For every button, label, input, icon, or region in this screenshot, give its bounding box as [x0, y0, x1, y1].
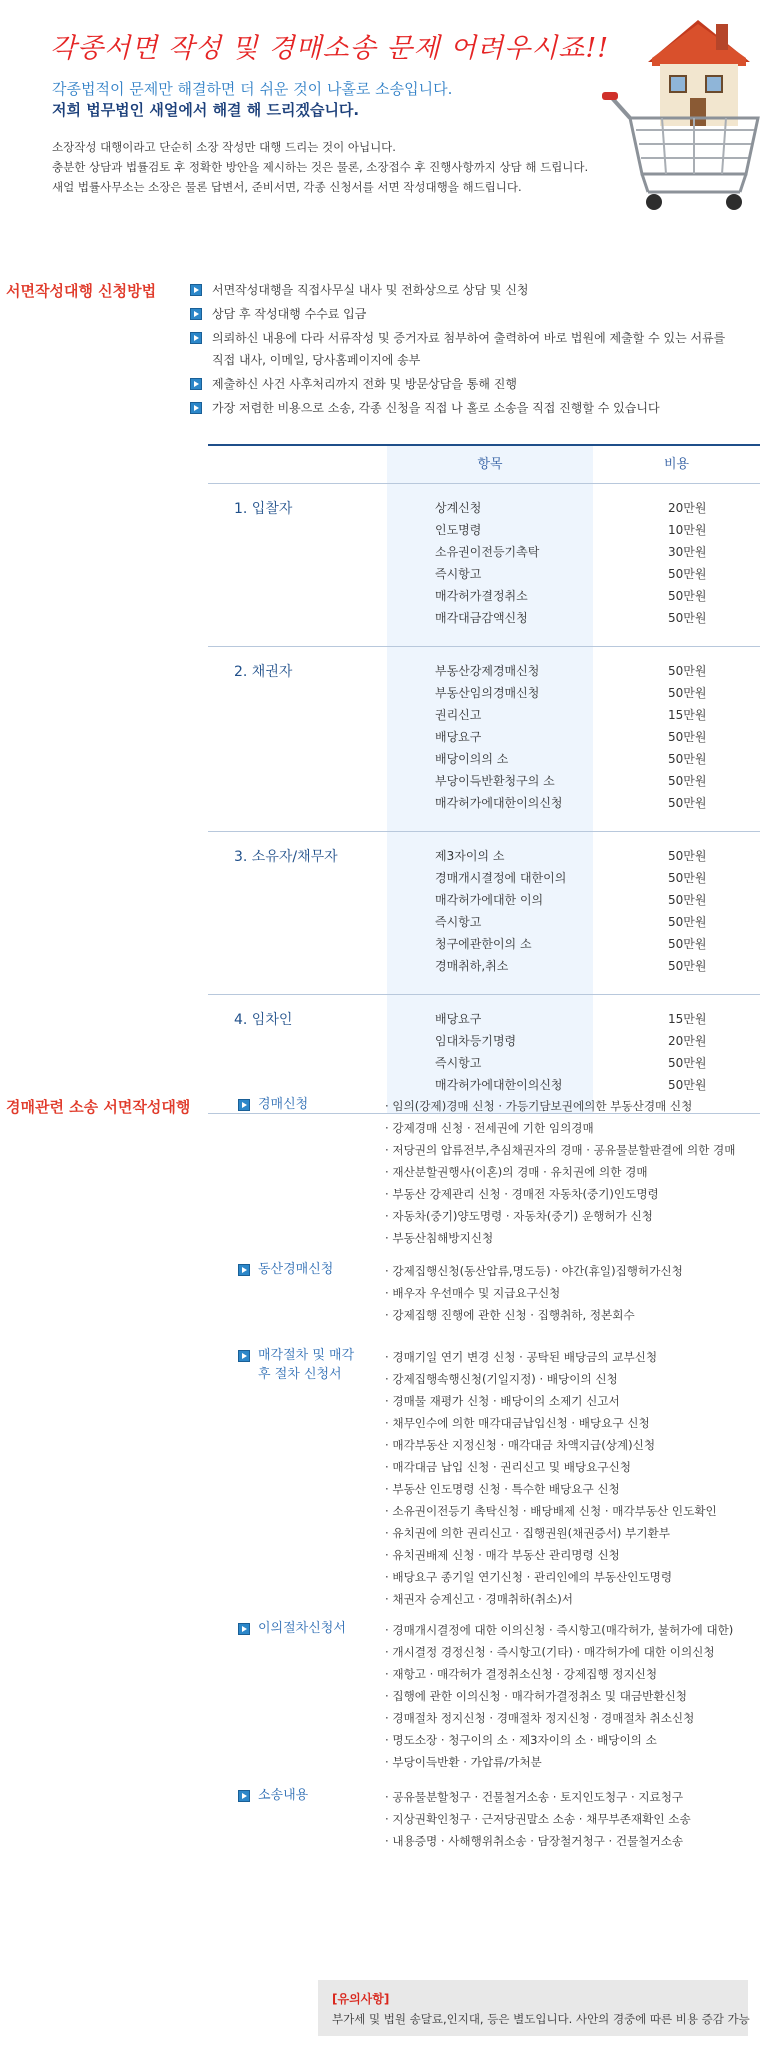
arrow-bullet-icon [190, 402, 202, 414]
notice-box [318, 1980, 748, 2036]
auction-section-title: 경매관련 소송 서면작성대행 [6, 1098, 191, 1116]
list-item: · 매각대금 납입 신청 · 권리신고 및 배당요구신청 [385, 1460, 631, 1474]
list-item [190, 281, 750, 299]
cost-cell: 10만원 [668, 523, 707, 537]
cost-cell: 50만원 [668, 774, 707, 788]
hero-description-line: 소장작성 대행이라고 단순히 소장 작성만 대행 드리는 것이 아닙니다. [52, 140, 396, 154]
list-item: · 명도소장 · 청구이의 소 · 제3자이의 소 · 배당이의 소 [385, 1733, 657, 1747]
list-item [190, 375, 750, 393]
cost-cell: 50만원 [668, 893, 707, 907]
list-item-text: 상담 후 작성대행 수수료 입금 [212, 307, 367, 321]
table-row [208, 791, 760, 813]
table-row [208, 518, 760, 540]
list-item: · 유치권배제 신청 · 매각 부동산 관리명령 신청 [385, 1548, 620, 1562]
list-item: · 강제경매 신청 · 전세권에 기한 임의경매 [385, 1121, 594, 1135]
cost-cell: 50만원 [668, 730, 707, 744]
table-row [208, 540, 760, 562]
list-item: · 임의(강제)경매 신청 · 가등기담보권에의한 부동산경매 신청 [385, 1099, 693, 1113]
table-row [208, 1029, 760, 1051]
price-table [208, 444, 760, 1114]
item-cell: 즉시항고 [435, 567, 482, 581]
list-item: · 채권자 승계신고 · 경매취하(취소)서 [385, 1592, 573, 1606]
category-name: 경매신청 [258, 1097, 309, 1112]
cost-cell: 50만원 [668, 664, 707, 678]
list-item: · 채무인수에 의한 매각대금납입신청 · 배당요구 신청 [385, 1416, 650, 1430]
cost-cell: 50만원 [668, 611, 707, 625]
cost-cell: 50만원 [668, 1078, 707, 1092]
cost-cell: 50만원 [668, 937, 707, 951]
group-title: 4. 임차인 [234, 1012, 293, 1028]
item-cell: 권리신고 [435, 708, 482, 722]
category-items [385, 1786, 765, 1852]
list-item: · 배당요구 종기일 연기신청 · 관리인에의 부동산인도명령 [385, 1570, 673, 1584]
item-cell: 부동산강제경매신청 [435, 664, 540, 678]
arrow-bullet-icon [190, 284, 202, 296]
item-cell: 제3자이의 소 [435, 849, 505, 863]
table-row [208, 954, 760, 976]
table-row [208, 584, 760, 606]
hero-tagline: 저희 법무법인 새얼에서 해결 해 드리겠습니다. [52, 101, 360, 119]
cost-cell: 15만원 [668, 708, 707, 722]
table-row [208, 747, 760, 769]
list-item-continuation [190, 347, 750, 369]
list-item: · 부동산 인도명령 신청 · 특수한 배당요구 신청 [385, 1482, 620, 1496]
cost-cell: 50만원 [668, 849, 707, 863]
table-group [208, 647, 760, 832]
list-item: · 소유권이전등기 촉탁신청 · 배당배제 신청 · 매각부동산 인도확인 [385, 1504, 717, 1518]
item-cell: 매각대금감액신청 [435, 611, 528, 625]
category-label [238, 1095, 363, 1114]
list-item [190, 399, 750, 417]
list-item: · 부동산 강제관리 신청 · 경매전 자동차(중기)인도명령 [385, 1187, 659, 1201]
table-row [208, 562, 760, 584]
item-cell: 매각허가에대한이의신청 [435, 796, 563, 810]
arrow-bullet-icon [238, 1099, 250, 1111]
item-cell: 매각허가에대한이의신청 [435, 1078, 563, 1092]
arrow-bullet-icon [190, 308, 202, 320]
list-item: · 경매개시결정에 대한 이의신청 · 즉시항고(매각허가, 불허가에 대한) [385, 1623, 734, 1637]
item-cell: 소유권이전등기촉탁 [435, 545, 540, 559]
list-item-text: 직접 내사, 이메일, 당사홈페이지에 송부 [212, 353, 421, 367]
list-item: · 재산분할권행사(이혼)의 경매 · 유치권에 의한 경매 [385, 1165, 648, 1179]
group-title: 3. 소유자/채무자 [234, 849, 338, 865]
cost-cell: 50만원 [668, 752, 707, 766]
category-label [238, 1260, 363, 1279]
list-item: · 강제집행속행신청(기일지정) · 배당이의 신청 [385, 1372, 618, 1386]
list-item [190, 305, 750, 323]
table-row [208, 888, 760, 910]
list-item: · 저당권의 압류전부,추심채권자의 경매 · 공유물분할판결에 의한 경매 [385, 1143, 736, 1157]
notice-body: 부가세 및 법원 송달료,인지대, 등은 별도입니다. 사안의 경중에 따른 비용 증감 가능 [332, 2012, 750, 2026]
item-cell: 즉시항고 [435, 1056, 482, 1070]
table-row [208, 866, 760, 888]
list-item: · 공유물분할청구 · 건물철거소송 · 토지인도청구 · 지료청구 [385, 1790, 684, 1804]
table-row [208, 703, 760, 725]
table-row [208, 1051, 760, 1073]
table-row [208, 844, 760, 866]
table-row [208, 769, 760, 791]
category-label [238, 1619, 363, 1638]
category-name: 동산경매신청 [258, 1262, 334, 1277]
list-item: · 자동차(중기)양도명령 · 자동차(중기) 운행허가 신청 [385, 1209, 653, 1223]
item-cell: 청구에관한이의 소 [435, 937, 532, 951]
list-item: · 개시결정 경정신청 · 즉시항고(기타) · 매각허가에 대한 이의신청 [385, 1645, 715, 1659]
list-item: · 강제집행 진행에 관한 신청 · 집행취하, 정본회수 [385, 1308, 635, 1322]
notice-title: [유의사항] [332, 1992, 390, 2006]
table-row [208, 932, 760, 954]
table-row [208, 1073, 760, 1095]
arrow-bullet-icon [238, 1350, 250, 1362]
category-label [238, 1786, 363, 1805]
cost-cell: 50만원 [668, 796, 707, 810]
cost-cell: 20만원 [668, 501, 707, 515]
arrow-bullet-icon [190, 378, 202, 390]
table-row [208, 606, 760, 628]
list-item: · 집행에 관한 이의신청 · 매각허가결정취소 및 대금반환신청 [385, 1689, 687, 1703]
category-items [385, 1619, 765, 1773]
category-items [385, 1095, 765, 1249]
hero-headline: 각종서면 작성 및 경매소송 문제 어려우시죠!! [50, 33, 610, 64]
item-cell: 배당요구 [435, 1012, 482, 1026]
table-group [208, 484, 760, 647]
list-item [190, 329, 750, 347]
list-item: · 매각부동산 지정신청 · 매각대금 차액지급(상계)신청 [385, 1438, 656, 1452]
list-item: · 재항고 · 매각허가 결정취소신청 · 강제집행 정지신청 [385, 1667, 658, 1681]
list-item: · 내용증명 · 사해행위취소송 · 담장철거청구 · 건물철거소송 [385, 1834, 684, 1848]
group-title: 1. 입찰자 [234, 501, 293, 517]
table-body [208, 484, 760, 1114]
table-row [208, 659, 760, 681]
hero-banner [0, 0, 770, 230]
table-row [208, 1007, 760, 1029]
list-item: · 지상권확인청구 · 근저당권말소 소송 · 채무부존재확인 소송 [385, 1812, 691, 1826]
item-cell: 경매개시결정에 대한이의 [435, 871, 567, 885]
table-row [208, 725, 760, 747]
arrow-bullet-icon [238, 1264, 250, 1276]
hero-description-line: 충분한 상담과 법률검토 후 정확한 방안을 제시하는 것은 물론, 소장접수 후 진행사항까지 상담 해 드립니다. [52, 160, 589, 174]
cost-cell: 50만원 [668, 589, 707, 603]
item-cell: 상계신청 [435, 501, 482, 515]
list-item: · 경매물 재평가 신청 · 배당이의 소제기 신고서 [385, 1394, 620, 1408]
table-row [208, 910, 760, 932]
list-item: · 유치권에 의한 권리신고 · 집행권원(채권증서) 부기환부 [385, 1526, 670, 1540]
cost-cell: 50만원 [668, 567, 707, 581]
list-item-text: 가장 저렴한 비용으로 소송, 각종 신청을 직접 나 홀로 소송을 직접 진행할 수 있습니다 [212, 401, 660, 415]
column-header-item: 항목 [477, 457, 503, 472]
item-cell: 인도명령 [435, 523, 482, 537]
hero-description-line: 새얼 법률사무소는 소장은 물론 답변서, 준비서면, 각종 신청서를 서면 작성대행을 해드립니다. [52, 180, 522, 194]
cost-cell: 15만원 [668, 1012, 707, 1026]
category-name: 이의절차신청서 [258, 1621, 346, 1636]
apply-steps-list [190, 281, 750, 423]
list-item: · 부동산침해방지신청 [385, 1231, 494, 1245]
item-cell: 배당요구 [435, 730, 482, 744]
table-row [208, 681, 760, 703]
cost-cell: 50만원 [668, 959, 707, 973]
arrow-bullet-icon [238, 1790, 250, 1802]
cost-cell: 50만원 [668, 686, 707, 700]
arrow-bullet-icon [190, 332, 202, 344]
item-cell: 매각허가결정취소 [435, 589, 528, 603]
hero-subtitle: 각종법적이 문제만 해결하면 더 쉬운 것이 나홀로 소송입니다. [52, 80, 453, 98]
category-items [385, 1260, 765, 1326]
house-cart-icon [600, 6, 768, 214]
table-row [208, 496, 760, 518]
list-item: · 강제집행신청(동산압류,명도등) · 야간(휴일)집행허가신청 [385, 1264, 683, 1278]
hero-description [52, 137, 588, 197]
table-header [208, 444, 760, 484]
item-cell: 배당이의의 소 [435, 752, 509, 766]
item-cell: 부동산임의경매신청 [435, 686, 540, 700]
arrow-bullet-icon [238, 1623, 250, 1635]
category-name: 소송내용 [258, 1788, 309, 1803]
cost-cell: 20만원 [668, 1034, 707, 1048]
cost-cell: 50만원 [668, 1056, 707, 1070]
column-header-cost: 비용 [663, 457, 690, 472]
category-label [238, 1346, 363, 1384]
list-item: · 배우자 우선매수 및 지급요구신청 [385, 1286, 561, 1300]
list-item-text: 제출하신 사건 사후처리까지 전화 및 방문상담을 통해 진행 [212, 377, 517, 391]
table-group [208, 832, 760, 995]
category-items [385, 1346, 765, 1610]
apply-section-title: 서면작성대행 신청방법 [6, 282, 157, 300]
item-cell: 매각허가에대한 이의 [435, 893, 544, 907]
item-cell: 즉시항고 [435, 915, 482, 929]
item-cell: 임대차등기명령 [435, 1034, 517, 1048]
list-item-text: 서면작성대행을 직접사무실 내사 및 전화상으로 상담 및 신청 [212, 283, 529, 297]
list-item-text: 의뢰하신 내용에 다라 서류작성 및 증거자료 첨부하여 출력하여 바로 법원에 제출할 수 있는 서류를 [212, 331, 726, 345]
list-item: · 경매절차 정지신청 · 경매절차 정지신청 · 경매절차 취소신청 [385, 1711, 695, 1725]
item-cell: 경매취하,취소 [435, 959, 509, 973]
cost-cell: 50만원 [668, 871, 707, 885]
group-title: 2. 채권자 [234, 664, 293, 680]
cost-cell: 30만원 [668, 545, 707, 559]
category-name: 매각절차 및 매각 후 절차 신청서 [258, 1348, 355, 1382]
cost-cell: 50만원 [668, 915, 707, 929]
list-item: · 부당이득반환 · 가압류/가처분 [385, 1755, 542, 1769]
list-item: · 경매기일 연기 변경 신청 · 공탁된 배당금의 교부신청 [385, 1350, 658, 1364]
item-cell: 부당이득반환청구의 소 [435, 774, 555, 788]
